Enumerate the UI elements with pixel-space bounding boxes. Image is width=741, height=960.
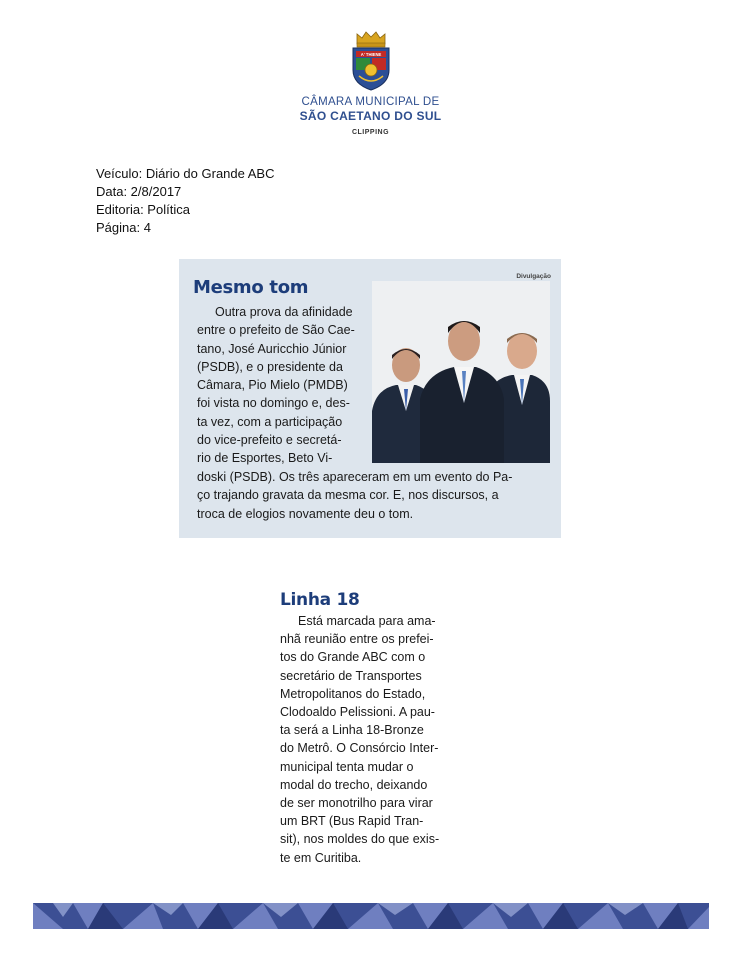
text-line: troca de elogios novamente deu o tom. — [197, 506, 414, 521]
meta-veiculo: Veículo: Diário do Grande ABC — [96, 166, 275, 181]
text-line: tos do Grande ABC com o — [280, 650, 426, 665]
text-line: modal do trecho, deixando — [280, 777, 428, 792]
clip2-text — [280, 612, 472, 867]
meta-editoria: Editoria: Política — [96, 202, 190, 217]
crest-motto: A' THIENE — [360, 51, 381, 57]
text-line: Metropolitanos do Estado, — [280, 686, 426, 701]
org-name-line2: SÃO CAETANO DO SUL — [299, 109, 442, 123]
section-label: CLIPPING — [351, 129, 390, 136]
org-name-line1: CÂMARA MUNICIPAL DE — [301, 96, 440, 108]
meta-pagina: Página: 4 — [96, 220, 151, 235]
text-line: um BRT (Bus Rapid Tran- — [280, 814, 424, 829]
text-line: ta será a Linha 18-Bronze — [280, 723, 424, 738]
text-line: entre o prefeito de São Cae- — [197, 323, 355, 338]
text-line: secretário de Transportes — [280, 668, 422, 683]
text-line: do vice-prefeito e secretá- — [197, 433, 342, 448]
photo-credit: Divulgação — [516, 273, 551, 280]
coat-of-arms-icon — [343, 30, 399, 92]
clip2-title: Linha 18 — [280, 590, 360, 610]
text-line: sit), nos moldes do que exis- — [280, 832, 440, 847]
clip1-text-wide — [197, 468, 551, 523]
text-line: Câmara, Pio Mielo (PMDB) — [197, 378, 348, 393]
text-line: ço trajando gravata da mesma cor. E, nos discursos, a — [197, 488, 499, 503]
text-line: Outra prova da afinidade — [215, 305, 353, 319]
text-line: rio de Esportes, Beto Vi- — [197, 451, 333, 466]
footer-pattern-band — [33, 903, 709, 929]
page-header — [0, 30, 741, 136]
text-line: tano, José Auricchio Júnior — [197, 341, 347, 356]
news-photo — [372, 281, 550, 463]
text-line: Clodoaldo Pelissioni. A pau- — [280, 705, 435, 720]
text-line: de ser monotrilho para virar — [280, 796, 433, 811]
text-line: doski (PSDB). Os três apareceram em um evento do Pa- — [197, 470, 513, 484]
clipping-linha-18 — [280, 590, 472, 867]
clipping-mesmo-tom — [179, 259, 561, 538]
text-line: do Metrô. O Consórcio Inter- — [280, 741, 439, 756]
text-line: nhã reunião entre os prefei- — [280, 632, 434, 647]
clip1-text-narrow — [197, 303, 371, 468]
clipping-metadata — [96, 165, 275, 237]
text-line: foi vista no domingo e, des- — [197, 396, 350, 411]
three-men-photo-icon — [372, 281, 550, 463]
clip1-title: Mesmo tom — [193, 277, 309, 298]
meta-data: Data: 2/8/2017 — [96, 184, 182, 199]
text-line: te em Curitiba. — [280, 850, 362, 865]
text-line: municipal tenta mudar o — [280, 759, 414, 774]
text-line: (PSDB), e o presidente da — [197, 359, 343, 374]
text-line: ta vez, com a participação — [197, 414, 343, 429]
text-line: Está marcada para ama- — [298, 614, 436, 628]
